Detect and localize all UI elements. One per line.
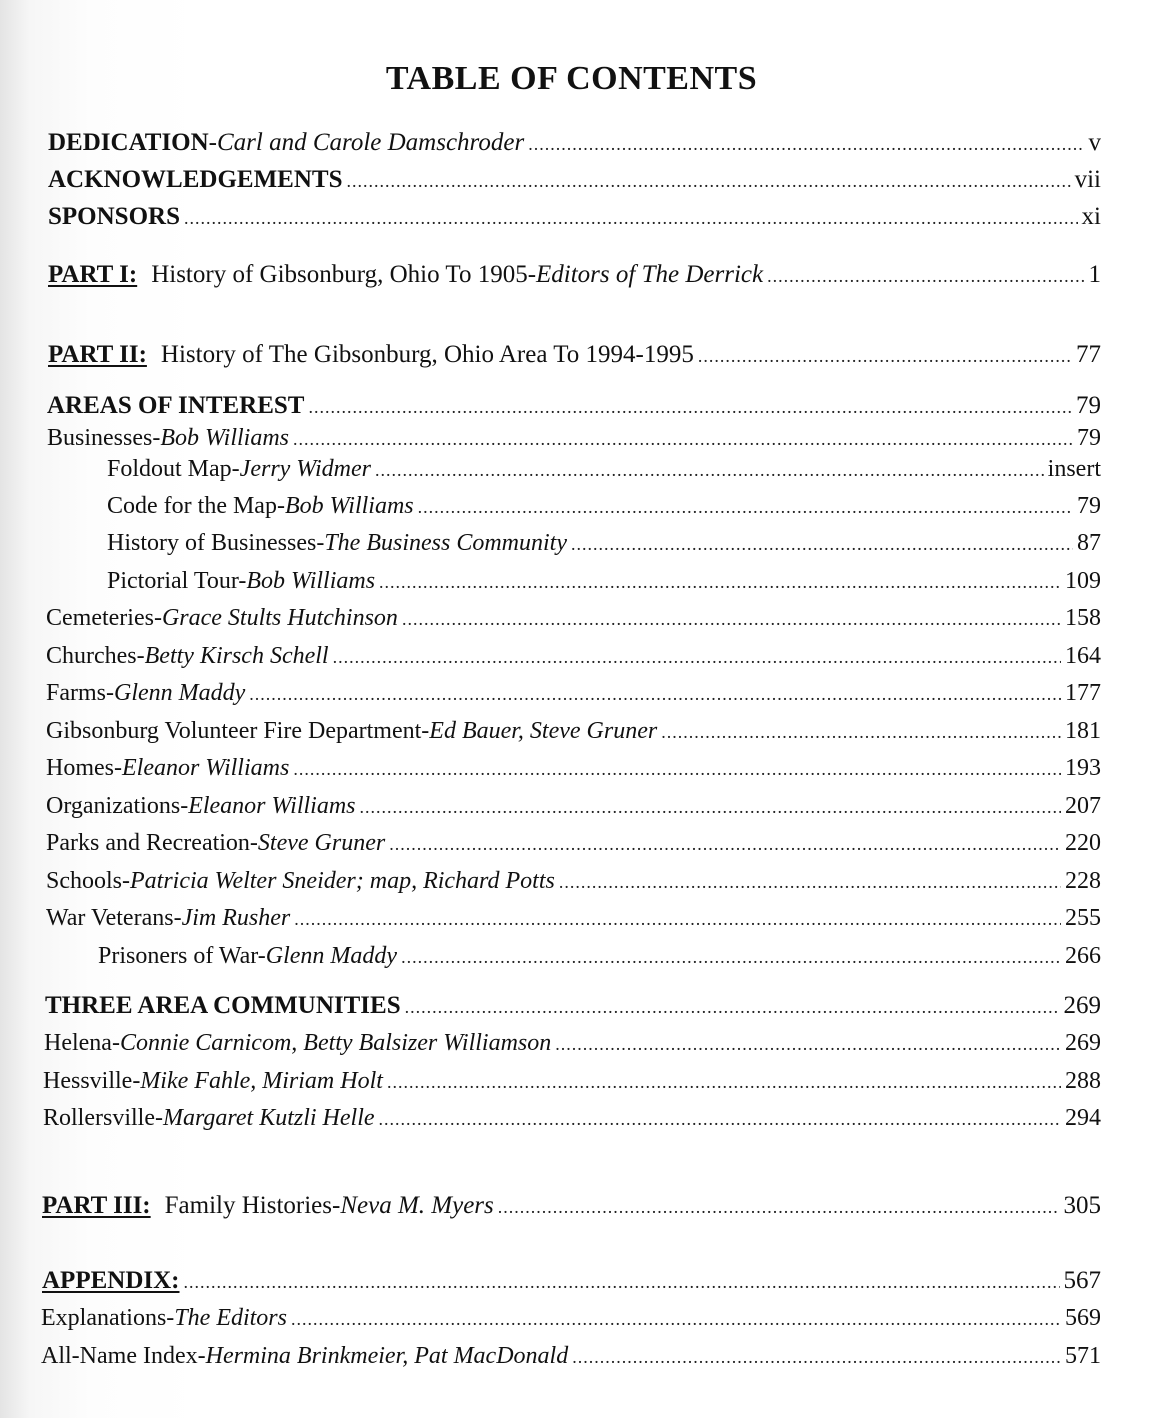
toc-entry-author: Glenn Maddy	[265, 943, 398, 969]
toc-page-number: 164	[1065, 643, 1101, 669]
toc-entry-title	[43, 1064, 383, 1098]
toc-entry	[46, 826, 1101, 860]
toc-entry-title	[46, 826, 385, 860]
toc-entry-author: Ed Bauer, Steve Gruner	[429, 718, 658, 744]
toc-entry-author: Bob Williams	[160, 425, 290, 451]
toc-entry	[43, 1064, 1101, 1098]
toc-page-number: 288	[1065, 1068, 1101, 1094]
toc-page-number: 177	[1065, 680, 1101, 706]
toc-entry	[48, 163, 1101, 197]
dot-leader	[401, 940, 1061, 974]
dot-leader	[571, 527, 1073, 561]
toc-entry-title	[46, 751, 289, 785]
toc-page-number: 567	[1063, 1267, 1101, 1294]
toc-entry-text: All-Name Index-	[41, 1343, 206, 1369]
dot-leader	[559, 865, 1061, 899]
toc-entry-title	[46, 639, 329, 673]
toc-entry-text: Code for the Map-	[107, 493, 285, 519]
toc-entry-author: Jerry Widmer	[239, 456, 371, 482]
dot-leader	[346, 164, 1070, 198]
toc-page-number: xi	[1081, 203, 1101, 230]
toc-entry-author: Neva M. Myers	[340, 1192, 494, 1219]
toc-entry-author: The Editors	[174, 1305, 287, 1331]
dot-leader	[360, 790, 1061, 824]
toc-entry	[46, 789, 1101, 823]
toc-section-heading: DEDICATION	[48, 129, 209, 156]
dot-leader	[379, 565, 1061, 599]
toc-entry	[107, 564, 1101, 598]
toc-entry-text: Organizations-	[46, 793, 189, 819]
toc-entry-author: Steve Gruner	[257, 830, 386, 856]
toc-entry-title	[107, 452, 371, 486]
toc-entry	[47, 389, 1101, 423]
toc-entry	[98, 939, 1101, 973]
toc-page-number: 294	[1065, 1105, 1101, 1131]
toc-entry-text: Explanations-	[41, 1305, 175, 1331]
toc-entry-text: Helena-	[44, 1030, 120, 1056]
toc-entry-title	[42, 1189, 494, 1223]
toc-entry-title	[41, 1301, 287, 1335]
toc-entry-title	[46, 901, 290, 935]
toc-entry-author: Margaret Kutzli Helle	[162, 1105, 375, 1131]
toc-entry-author: Patricia Welter Sneider; map, Richard Potts	[130, 868, 555, 894]
toc-entry-text: Parks and Recreation-	[46, 830, 258, 856]
dot-leader	[293, 422, 1073, 456]
toc-entry-text: Prisoners of War-	[98, 943, 266, 969]
toc-entry-title	[46, 676, 245, 710]
toc-entry-title	[48, 126, 524, 160]
toc-entry-text: War Veterans-	[46, 905, 182, 931]
toc-entry	[46, 901, 1101, 935]
toc-entry-author: The Business Community	[324, 530, 567, 556]
toc-entry-title	[43, 1101, 375, 1135]
toc-entry-text: Rollersville-	[43, 1105, 163, 1131]
toc-entry-title	[107, 564, 375, 598]
dot-leader	[294, 902, 1061, 936]
toc-page-number: 109	[1065, 568, 1101, 594]
toc-entry-text: History of Businesses-	[107, 530, 325, 556]
toc-entry	[48, 200, 1101, 234]
toc-entry-title	[47, 389, 304, 423]
toc-entry	[46, 751, 1101, 785]
toc-entry-title	[107, 526, 567, 560]
dot-leader	[379, 1102, 1061, 1136]
toc-entry-author: Mike Fahle, Miriam Holt	[140, 1068, 383, 1094]
toc-entry	[48, 126, 1101, 160]
toc-entry	[46, 676, 1101, 710]
toc-section-heading: PART I:	[48, 261, 138, 288]
dot-leader	[555, 1027, 1061, 1061]
toc-entry-author: Hermina Brinkmeier, Pat MacDonald	[205, 1343, 569, 1369]
toc-entry	[46, 714, 1101, 748]
dot-leader	[184, 1265, 1060, 1299]
toc-entry	[107, 489, 1101, 523]
toc-entry	[48, 258, 1101, 292]
toc-entry-author: Eleanor Williams	[121, 755, 290, 781]
toc-entry-author: Carl and Carole Damschroder	[217, 129, 525, 156]
toc-entry-author: Eleanor Williams	[188, 793, 356, 819]
toc-entry-author: Bob Williams	[246, 568, 376, 594]
dot-leader	[418, 490, 1073, 524]
toc-page-number: 77	[1076, 341, 1101, 368]
toc-page-number: 569	[1065, 1305, 1101, 1331]
dot-leader	[184, 201, 1078, 235]
toc-entry-author: Editors of The Derrick	[536, 261, 764, 288]
toc-page-number: 207	[1065, 793, 1101, 819]
toc-page-number: 220	[1065, 830, 1101, 856]
dot-leader	[291, 1302, 1061, 1336]
toc-entry	[44, 1026, 1101, 1060]
toc-entry-title	[46, 789, 356, 823]
toc-entry-title	[46, 714, 657, 748]
toc-entry-title	[41, 1339, 568, 1373]
toc-page-number: 266	[1065, 943, 1101, 969]
toc-page-number: 79	[1076, 392, 1101, 419]
toc-entry-author: Grace Stults Hutchinson	[161, 605, 398, 631]
toc-entry-title	[46, 601, 398, 635]
toc-page-number: 1	[1088, 261, 1101, 288]
toc-entry	[43, 1101, 1101, 1135]
toc-entry-author: Glenn Maddy	[114, 680, 246, 706]
toc-page-number: 79	[1077, 493, 1101, 519]
toc-entry-title	[48, 200, 180, 234]
toc-entry	[41, 1301, 1101, 1335]
dot-leader	[405, 990, 1060, 1024]
toc-section-heading: PART III:	[42, 1192, 151, 1219]
toc-entry	[48, 338, 1101, 372]
toc-entry-text: Churches-	[46, 643, 145, 669]
dot-leader	[767, 259, 1084, 293]
toc-page-number: 193	[1065, 755, 1101, 781]
toc-entry	[46, 864, 1101, 898]
toc-entry-text: Schools-	[46, 868, 130, 894]
toc-entry-text: Gibsonburg Volunteer Fire Department-	[46, 718, 430, 744]
toc-entry-title	[48, 163, 342, 197]
toc-page-number: v	[1088, 129, 1101, 156]
toc-page-number: insert	[1047, 456, 1101, 482]
toc-entry-title	[48, 258, 763, 292]
toc-entry	[45, 989, 1101, 1023]
toc-section-heading: THREE AREA COMMUNITIES	[45, 992, 401, 1019]
toc-page-number: 228	[1065, 868, 1101, 894]
toc-entry	[41, 1339, 1101, 1373]
toc-entry-title	[44, 1026, 551, 1060]
dot-leader	[661, 715, 1061, 749]
toc-entry-title	[98, 939, 397, 973]
toc-entry-title	[48, 338, 694, 372]
toc-entry-author: Jim Rusher	[181, 905, 291, 931]
dot-leader	[249, 677, 1061, 711]
toc-entry	[42, 1189, 1101, 1223]
toc-page-number: 158	[1065, 605, 1101, 631]
toc-entry	[46, 639, 1101, 673]
toc-entry	[107, 452, 1101, 486]
dot-leader	[375, 453, 1044, 487]
toc-entry-text: -	[208, 129, 217, 156]
dot-leader	[698, 339, 1072, 373]
toc-section-heading: ACKNOWLEDGEMENTS	[48, 166, 343, 193]
toc-entry-author: Betty Kirsch Schell	[144, 643, 329, 669]
toc-entry	[42, 1264, 1101, 1298]
page-title: TABLE OF CONTENTS	[385, 60, 758, 97]
toc-page-number: 87	[1077, 530, 1101, 556]
toc-entry-text: Businesses-	[47, 425, 161, 451]
toc-entry-text: History of The Gibsonburg, Ohio Area To 1994-1995	[160, 341, 694, 368]
toc-section-heading: SPONSORS	[48, 203, 180, 230]
dot-leader	[308, 390, 1072, 424]
toc-page-number: 79	[1077, 425, 1101, 451]
toc-entry-text: History of Gibsonburg, Ohio To 1905-	[151, 261, 537, 288]
toc-entry-author: Connie Carnicom, Betty Balsizer Williamson	[119, 1030, 552, 1056]
toc-page-number: 255	[1065, 905, 1101, 931]
toc-section-heading: PART II:	[48, 341, 147, 368]
dot-leader	[572, 1340, 1061, 1374]
toc-page-number: vii	[1074, 166, 1101, 193]
toc-entry-author: Bob Williams	[284, 493, 414, 519]
toc-entry	[107, 526, 1101, 560]
toc-section-heading: AREAS OF INTEREST	[47, 392, 305, 419]
toc-entry-text: Homes-	[46, 755, 122, 781]
toc-entry-text: Farms-	[46, 680, 114, 706]
dot-leader	[389, 827, 1061, 861]
toc-entry-text: Cemeteries-	[46, 605, 162, 631]
toc-entry-title	[42, 1264, 180, 1298]
dot-leader	[387, 1065, 1061, 1099]
dot-leader	[333, 640, 1061, 674]
dot-leader	[402, 602, 1061, 636]
toc-entry-title	[47, 421, 289, 455]
toc-page-number: 269	[1063, 992, 1101, 1019]
dot-leader	[293, 752, 1061, 786]
toc-entry-title	[46, 864, 555, 898]
toc-page-number: 305	[1063, 1192, 1101, 1219]
toc-entry-text: Hessville-	[43, 1068, 141, 1094]
toc-page-number: 181	[1065, 718, 1101, 744]
toc-page-number: 269	[1065, 1030, 1101, 1056]
toc-entry	[47, 421, 1101, 455]
toc-entry	[46, 601, 1101, 635]
dot-leader	[528, 127, 1084, 161]
toc-entry-title	[45, 989, 401, 1023]
toc-page-number: 571	[1065, 1343, 1101, 1369]
toc-entry-text: Pictorial Tour-	[107, 568, 247, 594]
toc-entry-text: Foldout Map-	[107, 456, 240, 482]
toc-entry-text: Family Histories-	[164, 1192, 341, 1219]
dot-leader	[498, 1190, 1060, 1224]
toc-section-heading: APPENDIX:	[42, 1267, 180, 1294]
toc-entry-title	[107, 489, 414, 523]
